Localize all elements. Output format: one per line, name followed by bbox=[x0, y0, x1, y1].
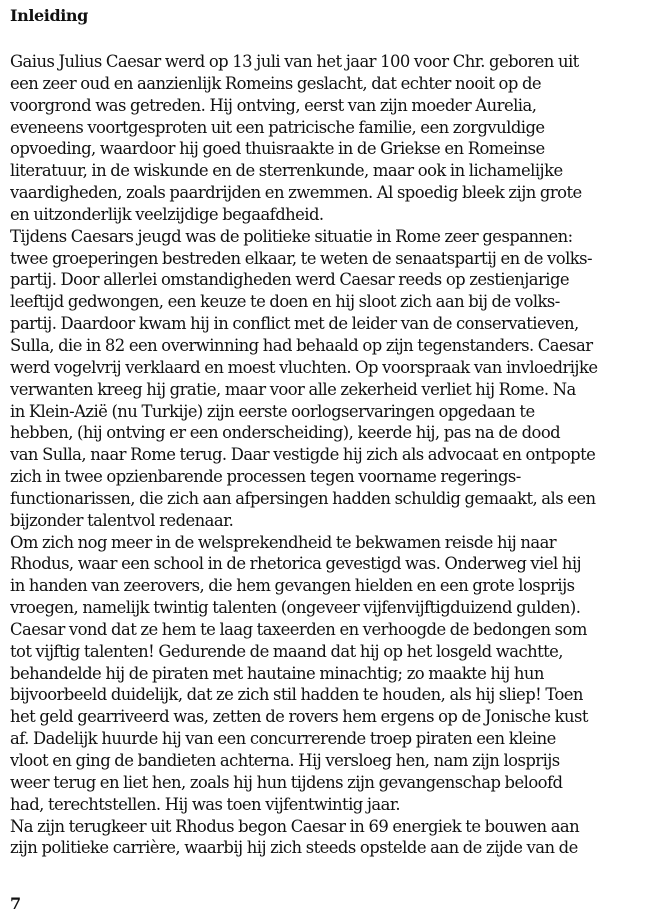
text-line: leeftijd gedwongen, een keuze te doen en hij sloot zich aan bij de volks- bbox=[10, 292, 560, 312]
text-line: literatuur, in de wiskunde en de sterrenkunde, maar ook in lichamelijke bbox=[10, 161, 563, 181]
text-line: partij. Daardoor kwam hij in conflict met de leider van de conservatieven, bbox=[10, 314, 579, 334]
text-line: Sulla, die in 82 een overwinning had behaald op zijn tegenstanders. Caesar bbox=[10, 335, 593, 355]
text-line: Rhodus, waar een school in de rhetorica gevestigd was. Onderweg viel hij bbox=[10, 554, 582, 574]
text-line: zijn politieke carrière, waarbij hij zich steeds opstelde aan de zijde van de bbox=[10, 838, 578, 858]
text-line: Na zijn terugkeer uit Rhodus begon Caesar in 69 energiek te bouwen aan bbox=[10, 816, 580, 836]
text-line: af. Dadelijk huurde hij van een concurrerende troep piraten een kleine bbox=[10, 729, 556, 749]
text-line: voorgrond was getreden. Hij ontving, eerst van zijn moeder Aurelia, bbox=[10, 95, 537, 115]
text-line: partij. Door allerlei omstandigheden werd Caesar reeds op zestienjarige bbox=[10, 270, 570, 290]
text-line: Om zich nog meer in de welsprekendheid te bekwamen reisde hij naar bbox=[10, 532, 557, 552]
text-line: vloot en ging de bandieten achterna. Hij versloeg hen, nam zijn losprijs bbox=[10, 751, 560, 770]
text-line: en uitzonderlijk veelzijdige begaafdheid. bbox=[10, 204, 324, 224]
text-line: bijzonder talentvol redenaar. bbox=[10, 510, 234, 530]
text-line: twee groeperingen bestreden elkaar, te weten de senaatspartij en de volks- bbox=[10, 248, 592, 268]
text-line: werd vogelvrij verklaard en moest vluchten. Op voorspraak van invloedrijke bbox=[10, 357, 598, 377]
section-heading: Inleiding bbox=[10, 6, 88, 25]
text-line: hebben, (hij ontving er een onderscheiding), keerde hij, pas na de dood bbox=[10, 423, 561, 443]
text-line: verwanten kreeg hij gratie, maar voor alle zekerheid verliet hij Rome. Na bbox=[10, 379, 576, 399]
text-line: Tijdens Caesars jeugd was de politieke situatie in Rome zeer gespannen: bbox=[10, 226, 573, 246]
text-line: opvoeding, waardoor hij goed thuisraakte in de Griekse en Romeinse bbox=[10, 139, 545, 159]
text-line: bijvoorbeeld duidelijk, dat ze zich stil hadden te houden, als hij sliep! Toen bbox=[10, 685, 583, 705]
text-line: Caesar vond dat ze hem te laag taxeerden en verhoogde de bedongen som bbox=[10, 619, 587, 639]
body-text bbox=[10, 51, 666, 859]
text-line: van Sulla, naar Rome terug. Daar vestigde hij zich als advocaat en ontpopte bbox=[10, 445, 596, 465]
text-line: in Klein-Azië (nu Turkije) zijn eerste oorlogservaringen opgedaan te bbox=[10, 401, 535, 421]
text-line: behandelde hij de piraten met hautaine minachtig; zo maakte hij hun bbox=[10, 663, 544, 683]
text-line: functionarissen, die zich aan afpersingen hadden schuldig gemaakt, als een bbox=[10, 488, 596, 508]
text-line: Gaius Julius Caesar werd op 13 juli van het jaar 100 voor Chr. geboren uit bbox=[10, 52, 579, 71]
text-line: eveneens voortgesproten uit een patricische familie, een zorgvuldige bbox=[10, 117, 545, 137]
text-line: tot vijftig talenten! Gedurende de maand dat hij op het losgeld wachtte, bbox=[10, 641, 563, 661]
text-line: in handen van zeerovers, die hem gevangen hielden en een grote losprijs bbox=[10, 576, 575, 596]
text-line: weer terug en liet hen, zoals hij hun tijdens zijn gevangenschap beloofd bbox=[10, 772, 563, 792]
text-line: een zeer oud en aanzienlijk Romeins geslacht, dat echter nooit op de bbox=[10, 73, 542, 93]
page-number: 7 bbox=[10, 894, 22, 913]
text-line: zich in twee opzienbarende processen tegen voorname regerings- bbox=[10, 467, 521, 487]
text-line: vaardigheden, zoals paardrijden en zwemmen. Al spoedig bleek zijn grote bbox=[10, 183, 582, 203]
text-line: het geld gearriveerd was, zetten de rovers hem ergens op de Jonische kust bbox=[10, 707, 588, 727]
text-line: had, terechtstellen. Hij was toen vijfentwintig jaar. bbox=[10, 794, 400, 814]
text-line: vroegen, namelijk twintig talenten (ongeveer vijfenvijftigduizend gulden). bbox=[10, 598, 581, 618]
